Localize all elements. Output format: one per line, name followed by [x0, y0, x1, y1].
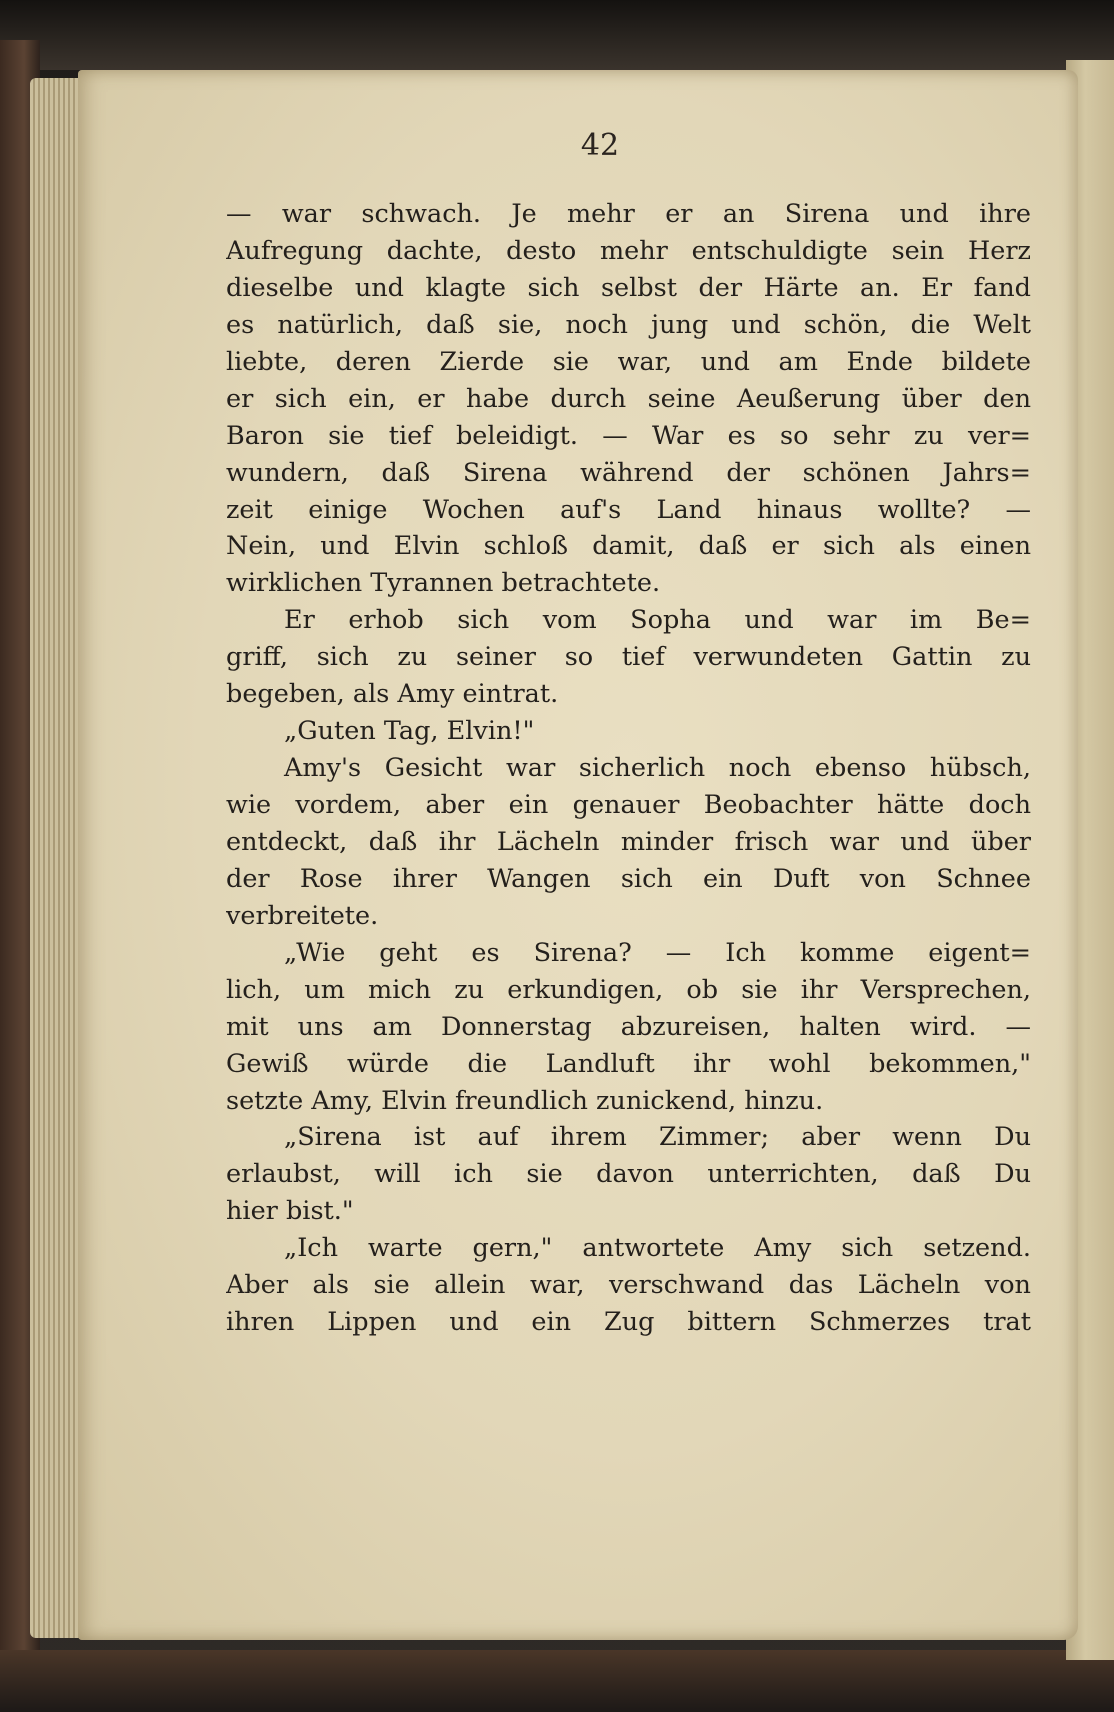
- text-line: Er erhob sich vom Sopha und war im Be=: [284, 605, 1031, 636]
- text-line: Aber als sie allein war, verschwand das Lächeln von: [226, 1270, 1031, 1301]
- text-line: lich, um mich zu erkundigen, ob sie ihr Versprechen,: [226, 974, 1031, 1005]
- text-line: „Sirena ist auf ihrem Zimmer; aber wenn Du: [284, 1122, 1031, 1153]
- text-line: es natürlich, daß sie, noch jung und schön, die Welt: [226, 309, 1031, 340]
- text-line: griff, sich zu seiner so tief verwundeten Gattin zu: [226, 642, 1031, 673]
- book-cover-top-edge: [0, 0, 1114, 70]
- page-number: 42: [580, 128, 620, 163]
- text-line: begeben, als Amy eintrat.: [226, 679, 559, 710]
- text-line: setzte Amy, Elvin freundlich zunickend, hinzu.: [226, 1085, 824, 1116]
- text-line: wirklichen Tyrannen betrachtete.: [226, 568, 661, 599]
- text-line: wundern, daß Sirena während der schönen Jahrs=: [226, 457, 1031, 488]
- text-line: Nein, und Elvin schloß damit, daß er sich als einen: [226, 531, 1031, 562]
- text-line: ihren Lippen und ein Zug bittern Schmerzes trat: [226, 1307, 1031, 1338]
- text-line: verbreitete.: [226, 900, 379, 931]
- text-line: dieselbe und klagte sich selbst der Härte an. Er fand: [226, 272, 1031, 303]
- text-line: „Wie geht es Sirena? — Ich komme eigent=: [284, 937, 1031, 968]
- text-line: Gewiß würde die Landluft ihr wohl bekommen,": [226, 1048, 1031, 1079]
- text-line: mit uns am Donnerstag abzureisen, halten wird. —: [226, 1011, 1031, 1042]
- text-line: liebte, deren Zierde sie war, und am Ende bildete: [226, 346, 1031, 377]
- text-line: wie vordem, aber ein genauer Beobachter hätte doch: [226, 790, 1031, 820]
- text-line: „Guten Tag, Elvin!": [284, 716, 535, 747]
- text-line: — war schwach. Je mehr er an Sirena und ihre: [226, 199, 1031, 229]
- text-line: erlaubst, will ich sie davon unterrichten, daß Du: [226, 1159, 1031, 1190]
- text-line: zeit einige Wochen auf's Land hinaus wollte? —: [226, 494, 1031, 525]
- text-line: hier bist.": [226, 1196, 354, 1227]
- text-line: Amy's Gesicht war sicherlich noch ebenso hübsch,: [284, 753, 1031, 784]
- text-line: Aufregung dachte, desto mehr entschuldigte sein Herz: [226, 235, 1031, 266]
- body-text: [226, 196, 1031, 1341]
- text-line: Baron sie tief beleidigt. — War es so sehr zu ver=: [226, 420, 1031, 451]
- text-line: er sich ein, er habe durch seine Aeußerung über den: [226, 383, 1031, 414]
- text-line: entdeckt, daß ihr Lächeln minder frisch war und über: [226, 826, 1031, 857]
- text-line: der Rose ihrer Wangen sich ein Duft von Schnee: [226, 863, 1031, 894]
- text-line: „Ich warte gern," antwortete Amy sich setzend.: [284, 1233, 1031, 1264]
- book-cover-bottom-edge: [0, 1650, 1114, 1712]
